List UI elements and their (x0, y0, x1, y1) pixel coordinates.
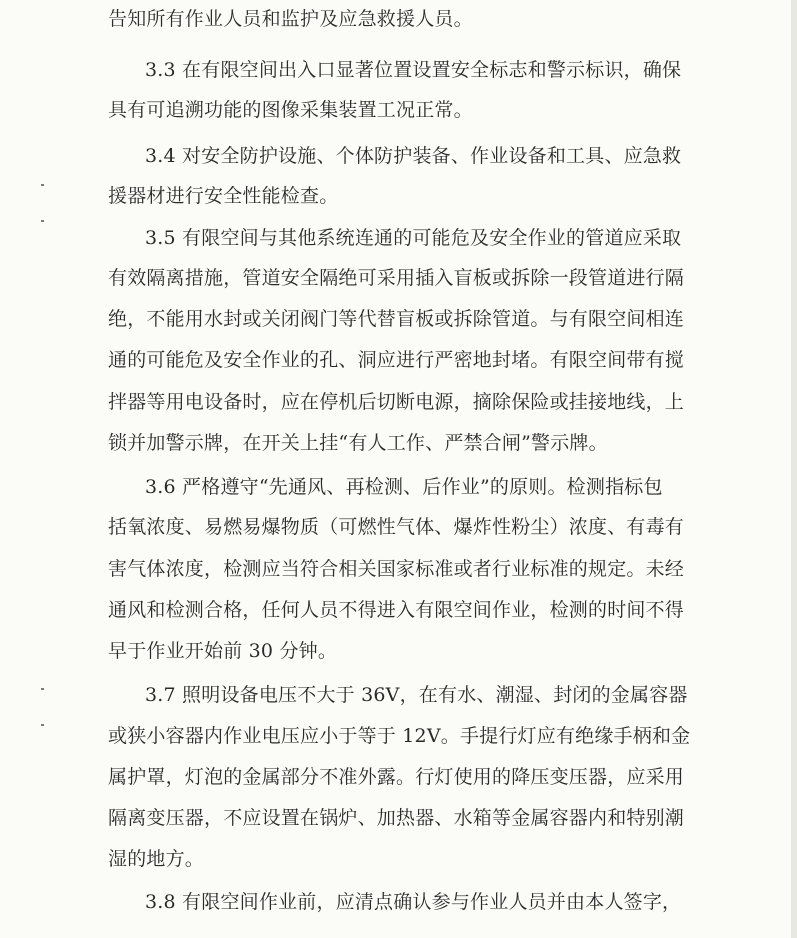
text-line-10: 拌器等用电设备时，应在停机后切断电源，摘除保险或挂接地线，上 (108, 391, 685, 413)
margin-mark (41, 688, 44, 690)
text-line-18: 或狭小容器内作业电压应小于等于 12V。手提行灯应有绝缘手柄和金 (108, 725, 691, 747)
text-line-17: 3.7 照明设备电压不大于 36V，在有水、潮湿、封闭的金属容器 (145, 684, 688, 706)
text-line-13: 括氧浓度、易燃易爆物质（可燃性气体、爆炸性粉尘）浓度、有毒有 (108, 516, 685, 538)
text-line-20: 隔离变压器，不应设置在锅炉、加热器、水箱等金属容器内和特别潮 (108, 807, 685, 829)
text-line-1: 告知所有作业人员和监护及应急救援人员。 (108, 8, 473, 30)
margin-mark (41, 184, 44, 186)
text-line-14: 害气体浓度，检测应当符合相关国家标准或者行业标准的规定。未经 (108, 558, 685, 580)
text-line-12: 3.6 严格遵守“先通风、再检测、后作业”的原则。检测指标包 (145, 476, 663, 498)
text-line-11: 锁并加警示牌，在开关上挂“有人工作、严禁合闸”警示牌。 (108, 432, 608, 454)
text-line-16: 早于作业开始前 30 分钟。 (108, 640, 338, 662)
text-line-8: 绝，不能用水封或关闭阀门等代替盲板或拆除管道。与有限空间相连 (108, 308, 685, 330)
text-line-21: 湿的地方。 (108, 848, 205, 870)
page-edge (791, 0, 797, 938)
text-line-9: 通的可能危及安全作业的孔、洞应进行严密地封堵。有限空间带有搅 (108, 349, 685, 371)
text-line-22: 3.8 有限空间作业前，应清点确认参与作业人员并由本人签字， (145, 891, 682, 913)
text-line-15: 通风和检测合格，任何人员不得进入有限空间作业，检测的时间不得 (108, 599, 685, 621)
margin-mark (41, 220, 44, 222)
text-line-6: 3.5 有限空间与其他系统连通的可能危及安全作业的管道应采取 (145, 227, 682, 249)
text-line-19: 属护罩，灯泡的金属部分不准外露。行灯使用的降压变压器，应采用 (108, 766, 685, 788)
text-line-5: 援器材进行安全性能检查。 (108, 185, 339, 207)
text-line-3: 具有可追溯功能的图像采集装置工况正常。 (108, 99, 473, 121)
text-line-2: 3.3 在有限空间出入口显著位置设置安全标志和警示标识，确保 (145, 59, 682, 81)
text-line-4: 3.4 对安全防护设施、个体防护装备、作业设备和工具、应急救 (145, 145, 682, 167)
margin-mark (41, 724, 44, 726)
text-line-7: 有效隔离措施，管道安全隔绝可采用插入盲板或拆除一段管道进行隔 (108, 267, 685, 289)
